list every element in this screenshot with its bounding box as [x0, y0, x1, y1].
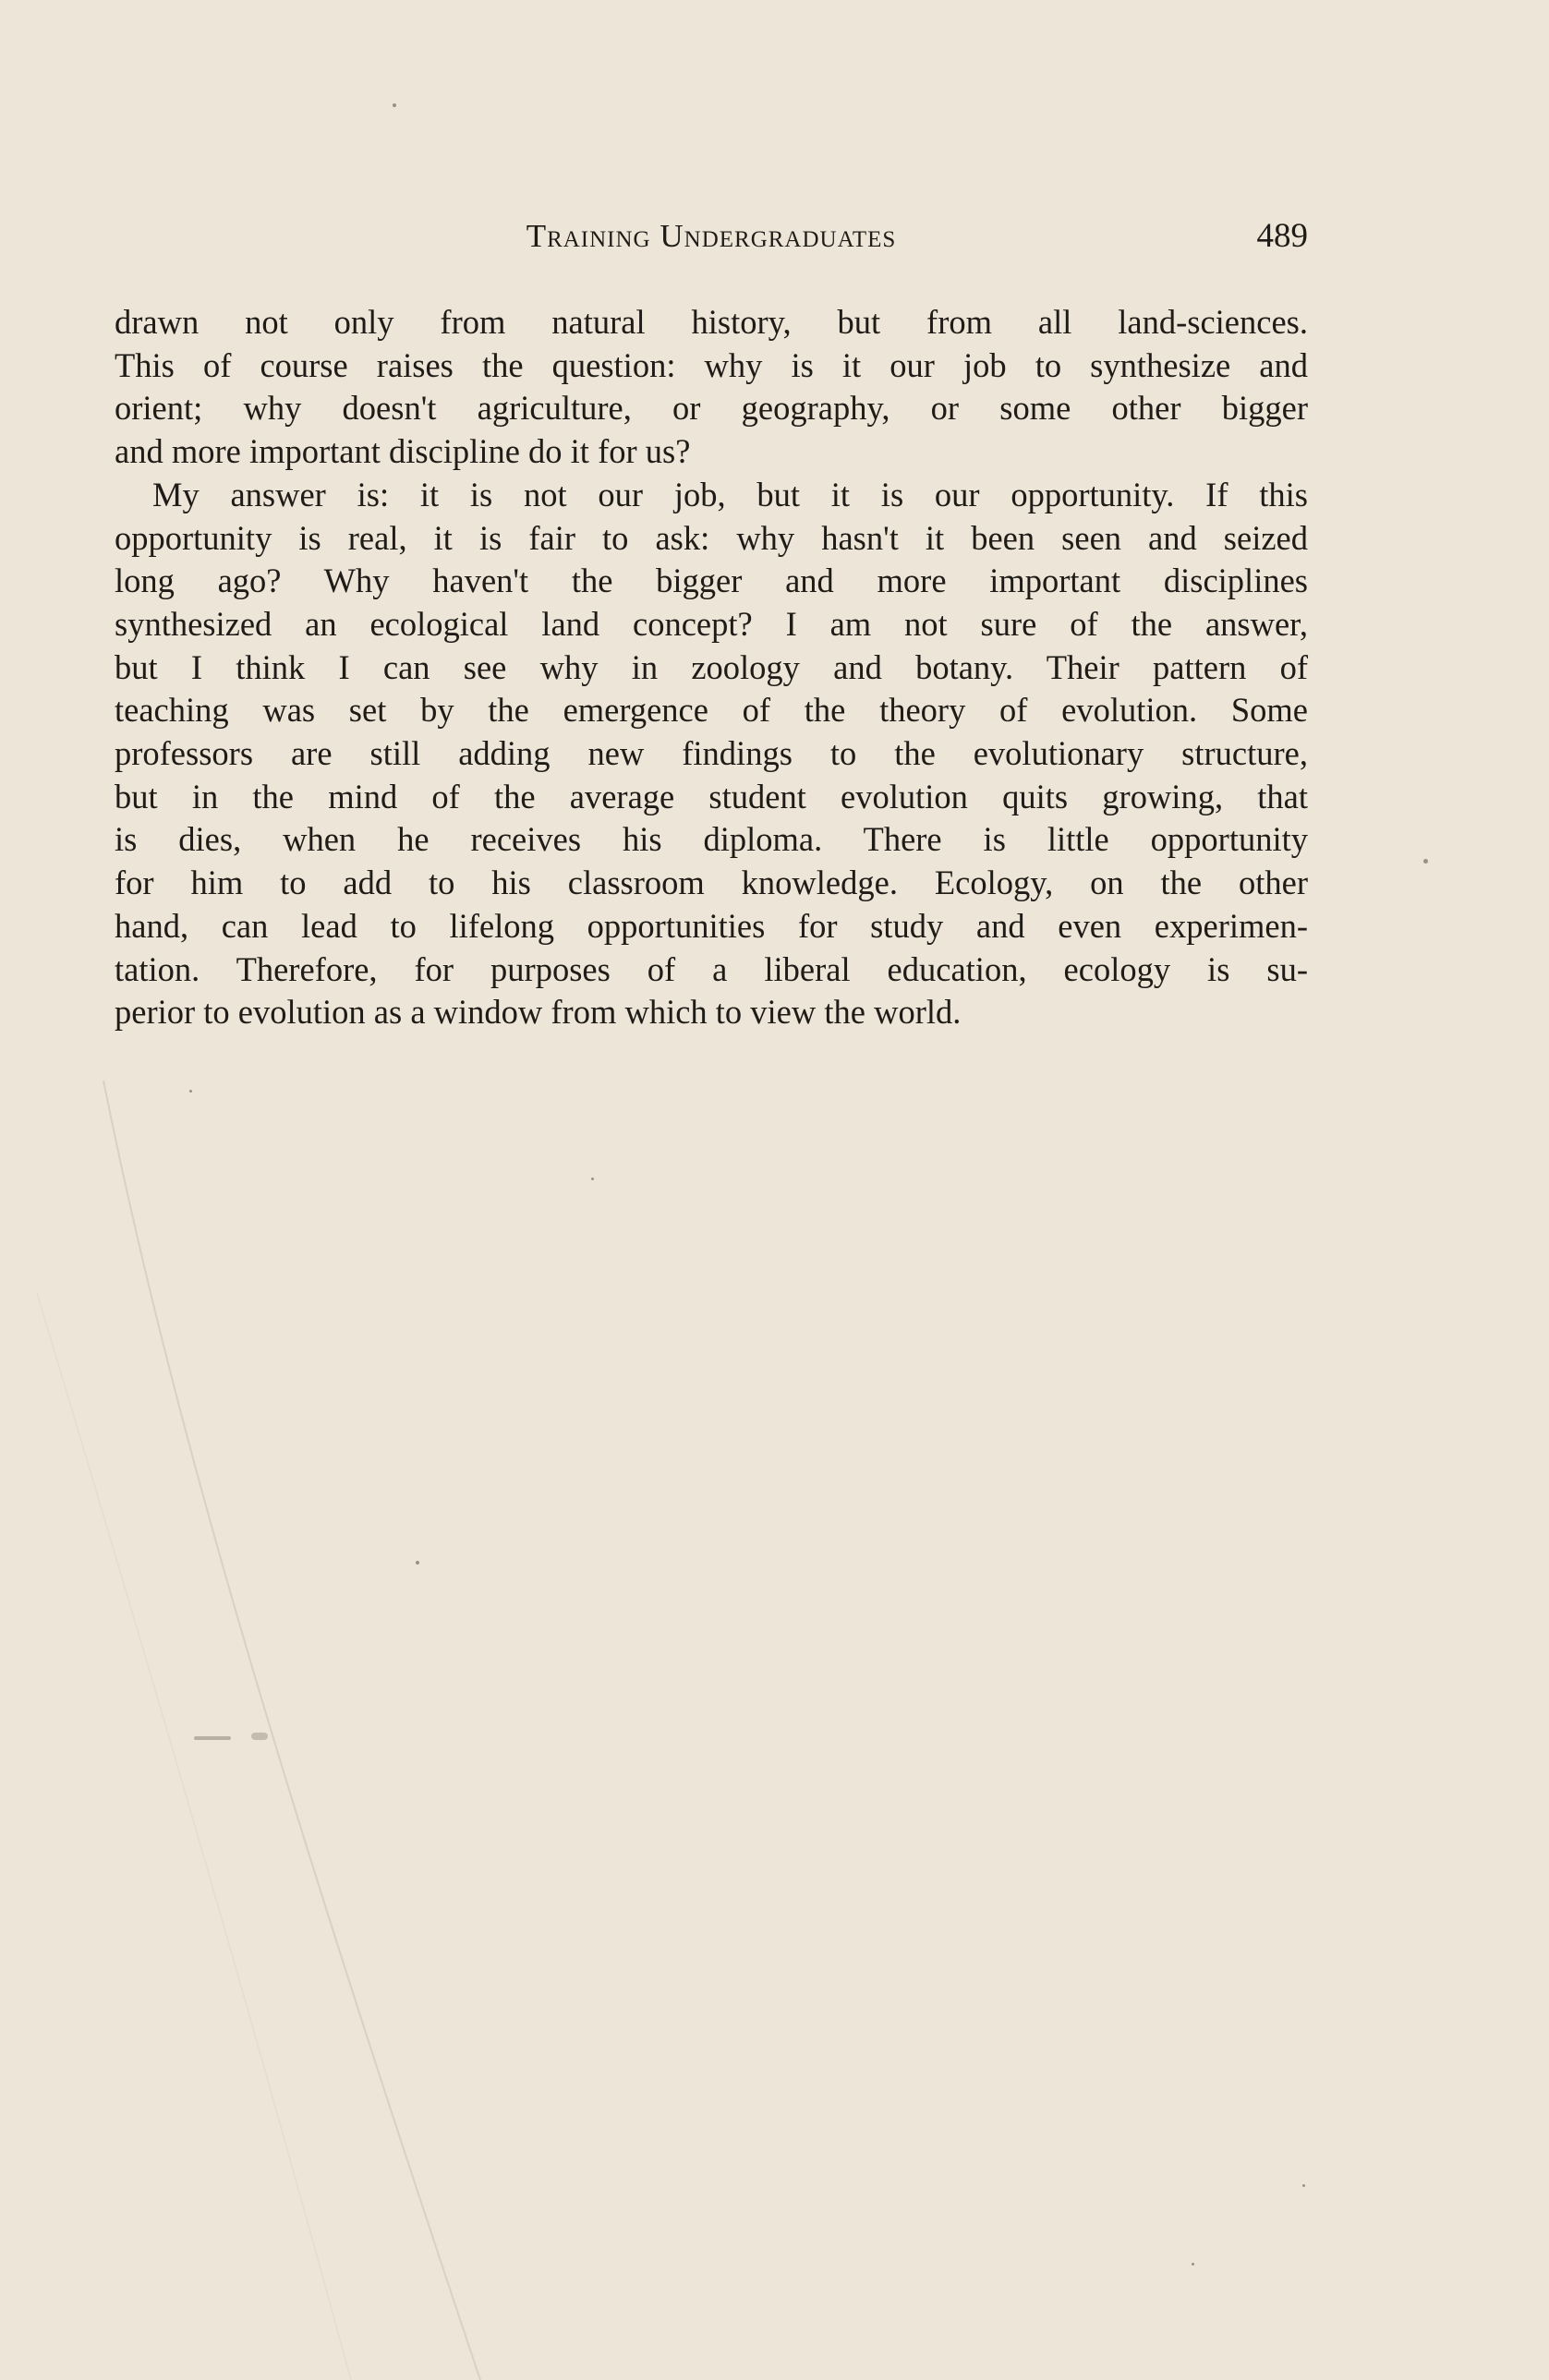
text-line: but I think I can see why in zoology and botany. Their pattern of — [115, 647, 1308, 686]
text-line: long ago? Why haven't the bigger and more important disciplines — [115, 562, 1308, 600]
page-number: 489 — [1256, 217, 1308, 255]
text-line: hand, can lead to lifelong opportunities for study and even experimen- — [115, 906, 1308, 945]
ink-smudge — [251, 1733, 268, 1740]
paper-speck — [416, 1561, 419, 1565]
text-line: This of course raises the question: why is it our job to synthesize and — [115, 345, 1308, 384]
text-line: teaching was set by the emergence of the theory of evolution. Some — [115, 691, 1308, 730]
text-line: synthesized an ecological land concept? I am not sure of the answer, — [115, 604, 1308, 643]
text-line: opportunity is real, it is fair to ask: why hasn't it been seen and seized — [115, 518, 1308, 557]
ink-smudge — [194, 1736, 231, 1740]
paper-speck — [1192, 2263, 1194, 2265]
text-line: My answer is: it is not our job, but it is our opportunity. If this — [152, 475, 1308, 513]
running-header — [115, 218, 1308, 273]
paper-speck — [393, 103, 396, 107]
running-title: Training Undergraduates — [526, 218, 897, 254]
text-line: tation. Therefore, for purposes of a liberal education, ecology is su- — [115, 949, 1308, 988]
text-line: professors are still adding new findings to the evolutionary structure, — [115, 734, 1308, 773]
text-line: and more important discipline do it for us? — [115, 432, 691, 471]
text-line: drawn not only from natural history, but from all land-sciences. — [115, 303, 1308, 341]
text-line: perior to evolution as a window from which to view the world. — [115, 993, 962, 1032]
paper-speck — [1423, 859, 1428, 864]
text-line: but in the mind of the average student evolution quits growing, that — [115, 777, 1308, 815]
paper-speck — [591, 1178, 594, 1180]
paragraph — [115, 474, 1308, 1034]
paragraph — [115, 301, 1308, 474]
text-line: orient; why doesn't agriculture, or geography, or some other bigger — [115, 389, 1308, 428]
paper-speck — [189, 1090, 192, 1093]
text-line: is dies, when he receives his diploma. There is little opportunity — [115, 820, 1308, 859]
paper-speck — [1302, 2184, 1305, 2187]
body-text — [115, 301, 1308, 1034]
text-line: for him to add to his classroom knowledge. Ecology, on the other — [115, 864, 1308, 902]
